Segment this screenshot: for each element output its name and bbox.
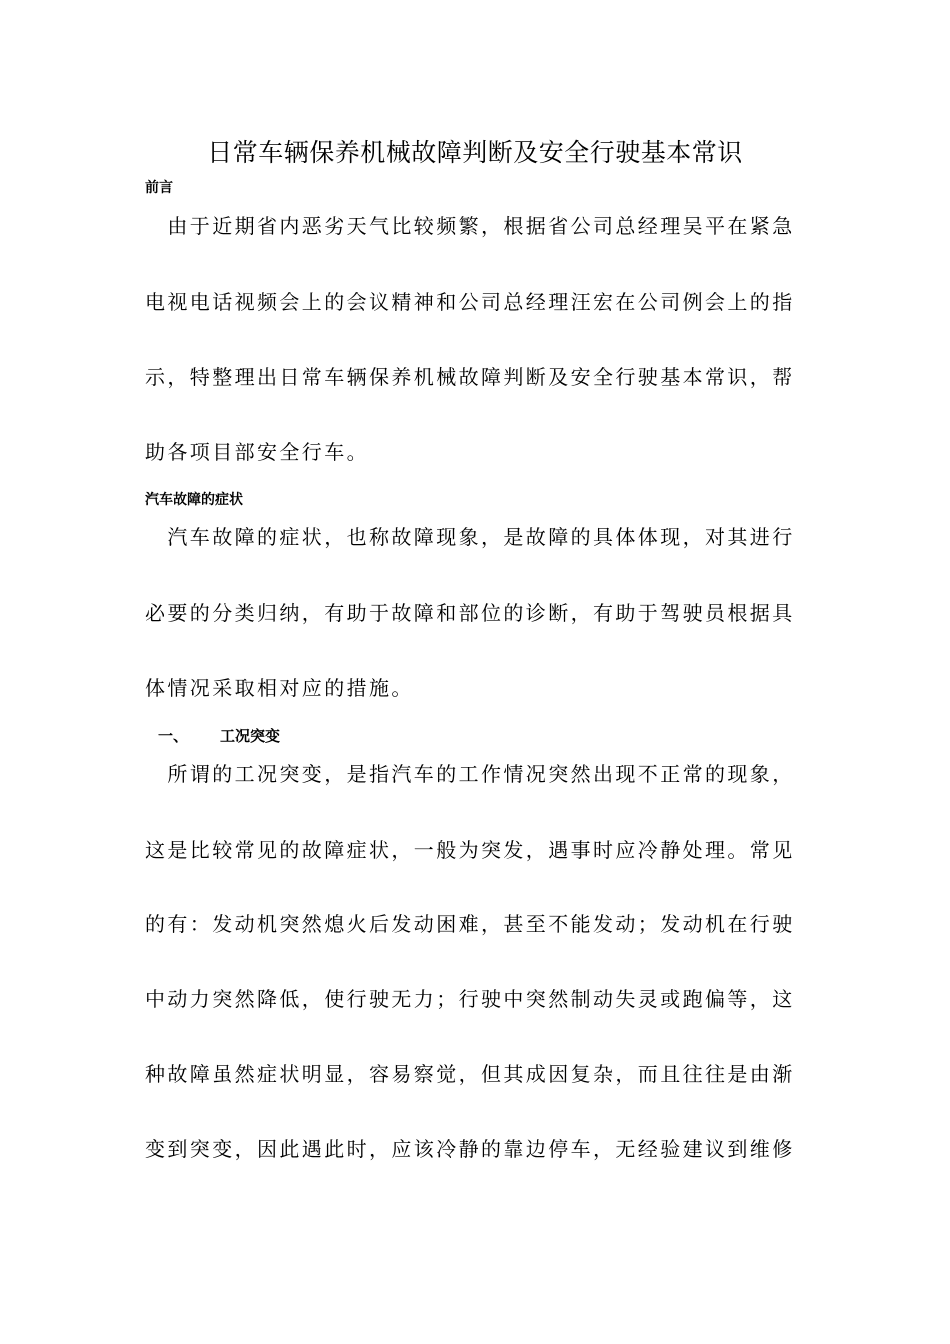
paragraph-line: 中动力突然降低，使行驶无力；行驶中突然制动失灵或跑偏等，这: [145, 987, 795, 1011]
paragraph-line: 的有：发动机突然熄火后发动困难，甚至不能发动；发动机在行驶: [145, 912, 795, 936]
paragraph-line: 变到突变，因此遇此时，应该冷静的靠边停车，无经验建议到维修: [145, 1137, 795, 1161]
section-heading-preface: 前言: [145, 180, 173, 196]
document-title: 日常车辆保养机械故障判断及安全行驶基本常识: [207, 138, 743, 167]
paragraph-line: 种故障虽然症状明显，容易察觉，但其成因复杂，而且往往是由渐: [145, 1062, 795, 1086]
paragraph-line: 这是比较常见的故障症状，一般为突发，遇事时应冷静处理。常见: [145, 838, 795, 862]
section-heading-condition-change: [158, 726, 280, 746]
paragraph-line: 电视电话视频会上的会议精神和公司总经理汪宏在公司例会上的指: [145, 290, 795, 314]
paragraph-line: 所谓的工况突变，是指汽车的工作情况突然出现不正常的现象，: [145, 762, 795, 786]
section-number: 一、: [158, 727, 189, 745]
section-title: 工况突变: [220, 727, 281, 745]
paragraph-line: 汽车故障的症状，也称故障现象，是故障的具体体现，对其进行: [145, 525, 795, 549]
paragraph-line: 示，特整理出日常车辆保养机械故障判断及安全行驶基本常识，帮: [145, 365, 795, 389]
paragraph-line: 体情况采取相对应的措施。: [145, 676, 414, 700]
paragraph-line: 助各项目部安全行车。: [145, 440, 369, 464]
paragraph-line: 由于近期省内恶劣天气比较频繁，根据省公司总经理吴平在紧急: [145, 214, 795, 238]
paragraph-line: 必要的分类归纳，有助于故障和部位的诊断，有助于驾驶员根据具: [145, 601, 795, 625]
section-heading-symptoms: 汽车故障的症状: [145, 492, 243, 508]
